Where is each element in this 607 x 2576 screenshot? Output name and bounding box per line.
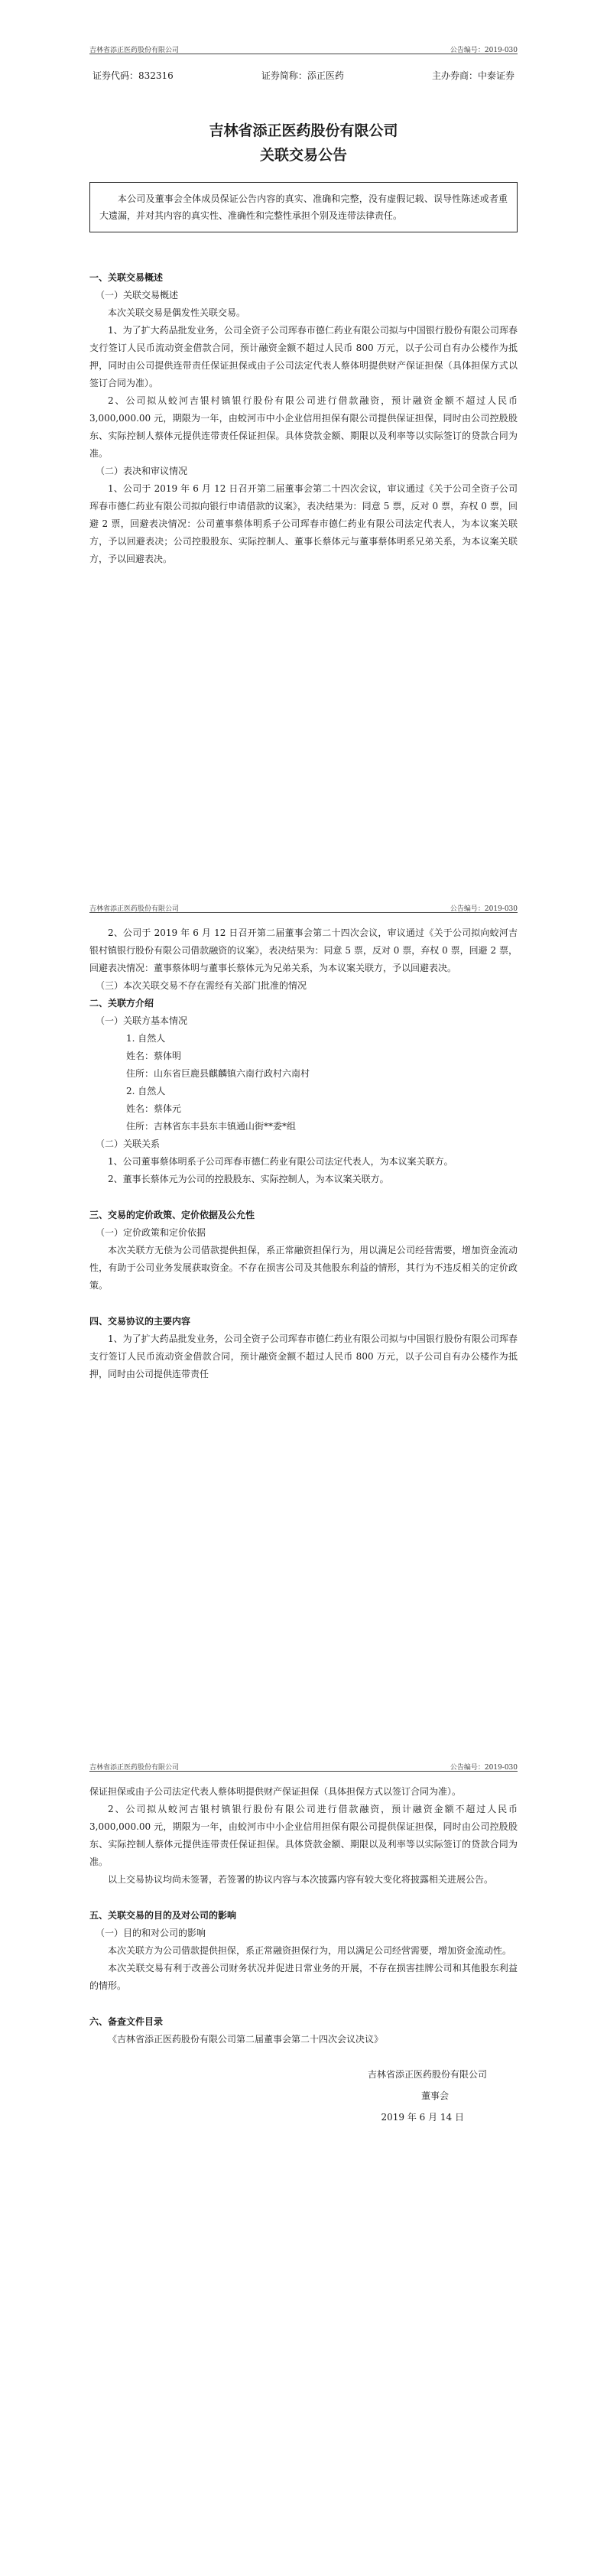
section-4-para-1: 1、为了扩大药品批发业务，公司全资子公司珲春市德仁药业有限公司拟与中国银行股份有限公司珲春支行签订人民币流动资金借款合同，预计融资金额不超过人民币 800 万元，以子公司自有办公楼作为抵押，同时由公司提供连带责任	[89, 1333, 518, 1379]
header-announcement-no: 公告编号：2019-030	[450, 905, 518, 913]
document-page-1	[0, 0, 607, 859]
section-1-title: 一、关联交易概述	[89, 272, 164, 283]
section-1-sub-1: （一）关联交易概述	[96, 290, 179, 300]
header-company: 吉林省添正医药股份有限公司	[89, 1764, 180, 1772]
page-3-content	[89, 1783, 518, 2128]
section-1-para-2: 1、为了扩大药品批发业务，公司全资子公司珲春市德仁药业有限公司拟与中国银行股份有限公司珲春支行签订人民币流动资金借款合同，预计融资金额不超过人民币 800 万元，以子公司自有办公楼作为抵押，同时由公司提供连带责任保证担保或由子公司法定代表人蔡体明提供财产保证担保（具体担保方式以签订合同为准）。	[89, 325, 518, 388]
security-meta	[89, 69, 518, 83]
section-3-title: 三、交易的定价政策、定价依据及公允性	[89, 1210, 255, 1220]
related-person-2-name: 姓名：蔡体元	[126, 1103, 182, 1114]
section-1-para-1: 本次关联交易是偶发性关联交易。	[108, 307, 246, 318]
section-5-title: 五、关联交易的目的及对公司的影响	[89, 1910, 237, 1921]
header-announcement-no: 公告编号：2019-030	[450, 1764, 518, 1772]
page-1-content	[89, 69, 518, 568]
section-4-title: 四、交易协议的主要内容	[89, 1316, 191, 1327]
related-person-2: 2. 自然人	[126, 1086, 166, 1096]
section-5-para-2: 本次关联交易有利于改善公司财务状况并促进日常业务的开展，不存在损害挂牌公司和其他股东利益的情形。	[89, 1963, 518, 1991]
related-person-2-address: 住所：吉林省东丰县东丰镇通山街**委*组	[126, 1121, 297, 1132]
document-subtitle: 关联交易公告	[259, 147, 347, 164]
signature-board: 董事会	[420, 2090, 449, 2101]
disclaimer-box	[89, 182, 518, 232]
related-person-1: 1. 自然人	[126, 1033, 166, 1044]
related-person-1-name: 姓名：蔡体明	[126, 1051, 182, 1061]
section-4-para-3: 以上交易协议均尚未签署，若签署的协议内容与本次披露内容有较大变化将披露相关进展公告。	[108, 1874, 494, 1885]
section-3-para: 本次关联方无偿为公司借款提供担保，系正常融资担保行为，用以满足公司经营需要，增加资金流动性，有助于公司业务发展获取资金。不存在损害公司及其他股东利益的情形，其行为不违反相关的定价政策。	[89, 1245, 518, 1291]
header-announcement-no: 公告编号：2019-030	[450, 47, 518, 54]
document-title: 吉林省添正医药股份有限公司	[209, 122, 398, 139]
section-1-sub-2: （二）表决和审议情况	[96, 466, 188, 476]
related-person-1-address: 住所：山东省巨鹿县麒麟镇六南行政村六南村	[126, 1068, 310, 1079]
section-2-title: 二、关联方介绍	[89, 998, 154, 1009]
relation-para-2: 2、董事长蔡体元为公司的控股股东、实际控制人，为本议案关联方。	[108, 1174, 389, 1184]
page-header	[89, 44, 518, 54]
security-abbr: 证券简称：添正医药	[261, 70, 344, 81]
header-company: 吉林省添正医药股份有限公司	[89, 905, 180, 913]
section-3-sub-1: （一）定价政策和定价依据	[96, 1227, 206, 1238]
section-6-title: 六、备查文件目录	[89, 2016, 164, 2027]
disclaimer-text: 本公司及董事会全体成员保证公告内容的真实、准确和完整，没有虚假记载、误导性陈述或者重大遗漏，并对其内容的真实性、准确性和完整性承担个别及连带法律责任。	[99, 193, 508, 221]
section-4-para-1-continued: 保证担保或由子公司法定代表人蔡体明提供财产保证担保（具体担保方式以签订合同为准）。	[89, 1786, 462, 1797]
section-2-sub-1: （一）关联方基本情况	[96, 1015, 188, 1026]
relation-para-1: 1、公司董事蔡体明系子公司珲春市德仁药业有限公司法定代表人，为本议案关联方。	[108, 1156, 453, 1167]
section-5-sub-1: （一）目的和对公司的影响	[96, 1928, 206, 1938]
signature-company: 吉林省添正医药股份有限公司	[367, 2069, 487, 2080]
signature-date: 2019 年 6 月 14 日	[381, 2112, 464, 2123]
section-1-para-4: 1、公司于 2019 年 6 月 12 日召开第二届董事会第二十四次会议，审议通过《关于公司全资子公司珲春市德仁药业有限公司拟向银行申请借款的议案》，表决结果为：同意 5 票，反对 0 票，弃权 0 票，回避 2 票，回避表决情况：公司董事蔡体明系子公司珲春市德仁药业有限公司法定代表人，为本议案关联方，予以回避表决；公司控股股东、实际控制人、董事长蔡体元与董事蔡体明系兄弟关系，为本议案关联方，予以回避表决。	[89, 483, 518, 564]
section-2-sub-2: （二）关联关系	[96, 1139, 161, 1149]
section-6-item: 《吉林省添正医药股份有限公司第二届董事会第二十四次会议决议》	[108, 2034, 384, 2045]
section-5-para-1: 本次关联方为公司借款提供担保，系正常融资担保行为，用以满足公司经营需要，增加资金流动性。	[108, 1945, 512, 1956]
security-code: 证券代码：832316	[93, 70, 174, 81]
section-4-para-2: 2、公司拟从蛟河吉银村镇银行股份有限公司进行借款融资，预计融资金额不超过人民币 3,000,000.00 元，期限为一年，由蛟河市中小企业信用担保有限公司提供保证担保，同时由公司控股股东、实际控制人蔡体元提供连带责任保证担保。具体贷款金额、期限以及利率等以实际签订的贷款合同为准。	[89, 1804, 518, 1867]
section-1-sub-3: （三）本次关联交易不存在需经有关部门批准的情况	[96, 980, 307, 991]
page-header	[89, 903, 518, 913]
document-page-3	[0, 1717, 607, 2576]
page-2-content	[89, 924, 518, 1383]
section-1-para-5: 2、公司于 2019 年 6 月 12 日召开第二届董事会第二十四次会议，审议通过《关于公司拟向蛟河吉银村镇银行股份有限公司借款融资的议案》，表决结果为：同意 5 票，反对 0 票，弃权 0 票，回避 2 票，回避表决情况：董事蔡体明与董事长蔡体元为兄弟关系，为本议案关联方，予以回避表决。	[89, 927, 518, 973]
page-header	[89, 1762, 518, 1772]
header-company: 吉林省添正医药股份有限公司	[89, 47, 180, 54]
section-1-para-3: 2、公司拟从蛟河吉银村镇银行股份有限公司进行借款融资，预计融资金额不超过人民币 3,000,000.00 元，期限为一年，由蛟河市中小企业信用担保有限公司提供保证担保，同时由公司控股股东、实际控制人蔡体元提供连带责任保证担保。具体贷款金额、期限以及利率等以实际签订的贷款合同为准。	[89, 395, 518, 459]
sponsor-broker: 主办券商：中泰证券	[431, 70, 514, 81]
document-page-2	[0, 859, 607, 1717]
